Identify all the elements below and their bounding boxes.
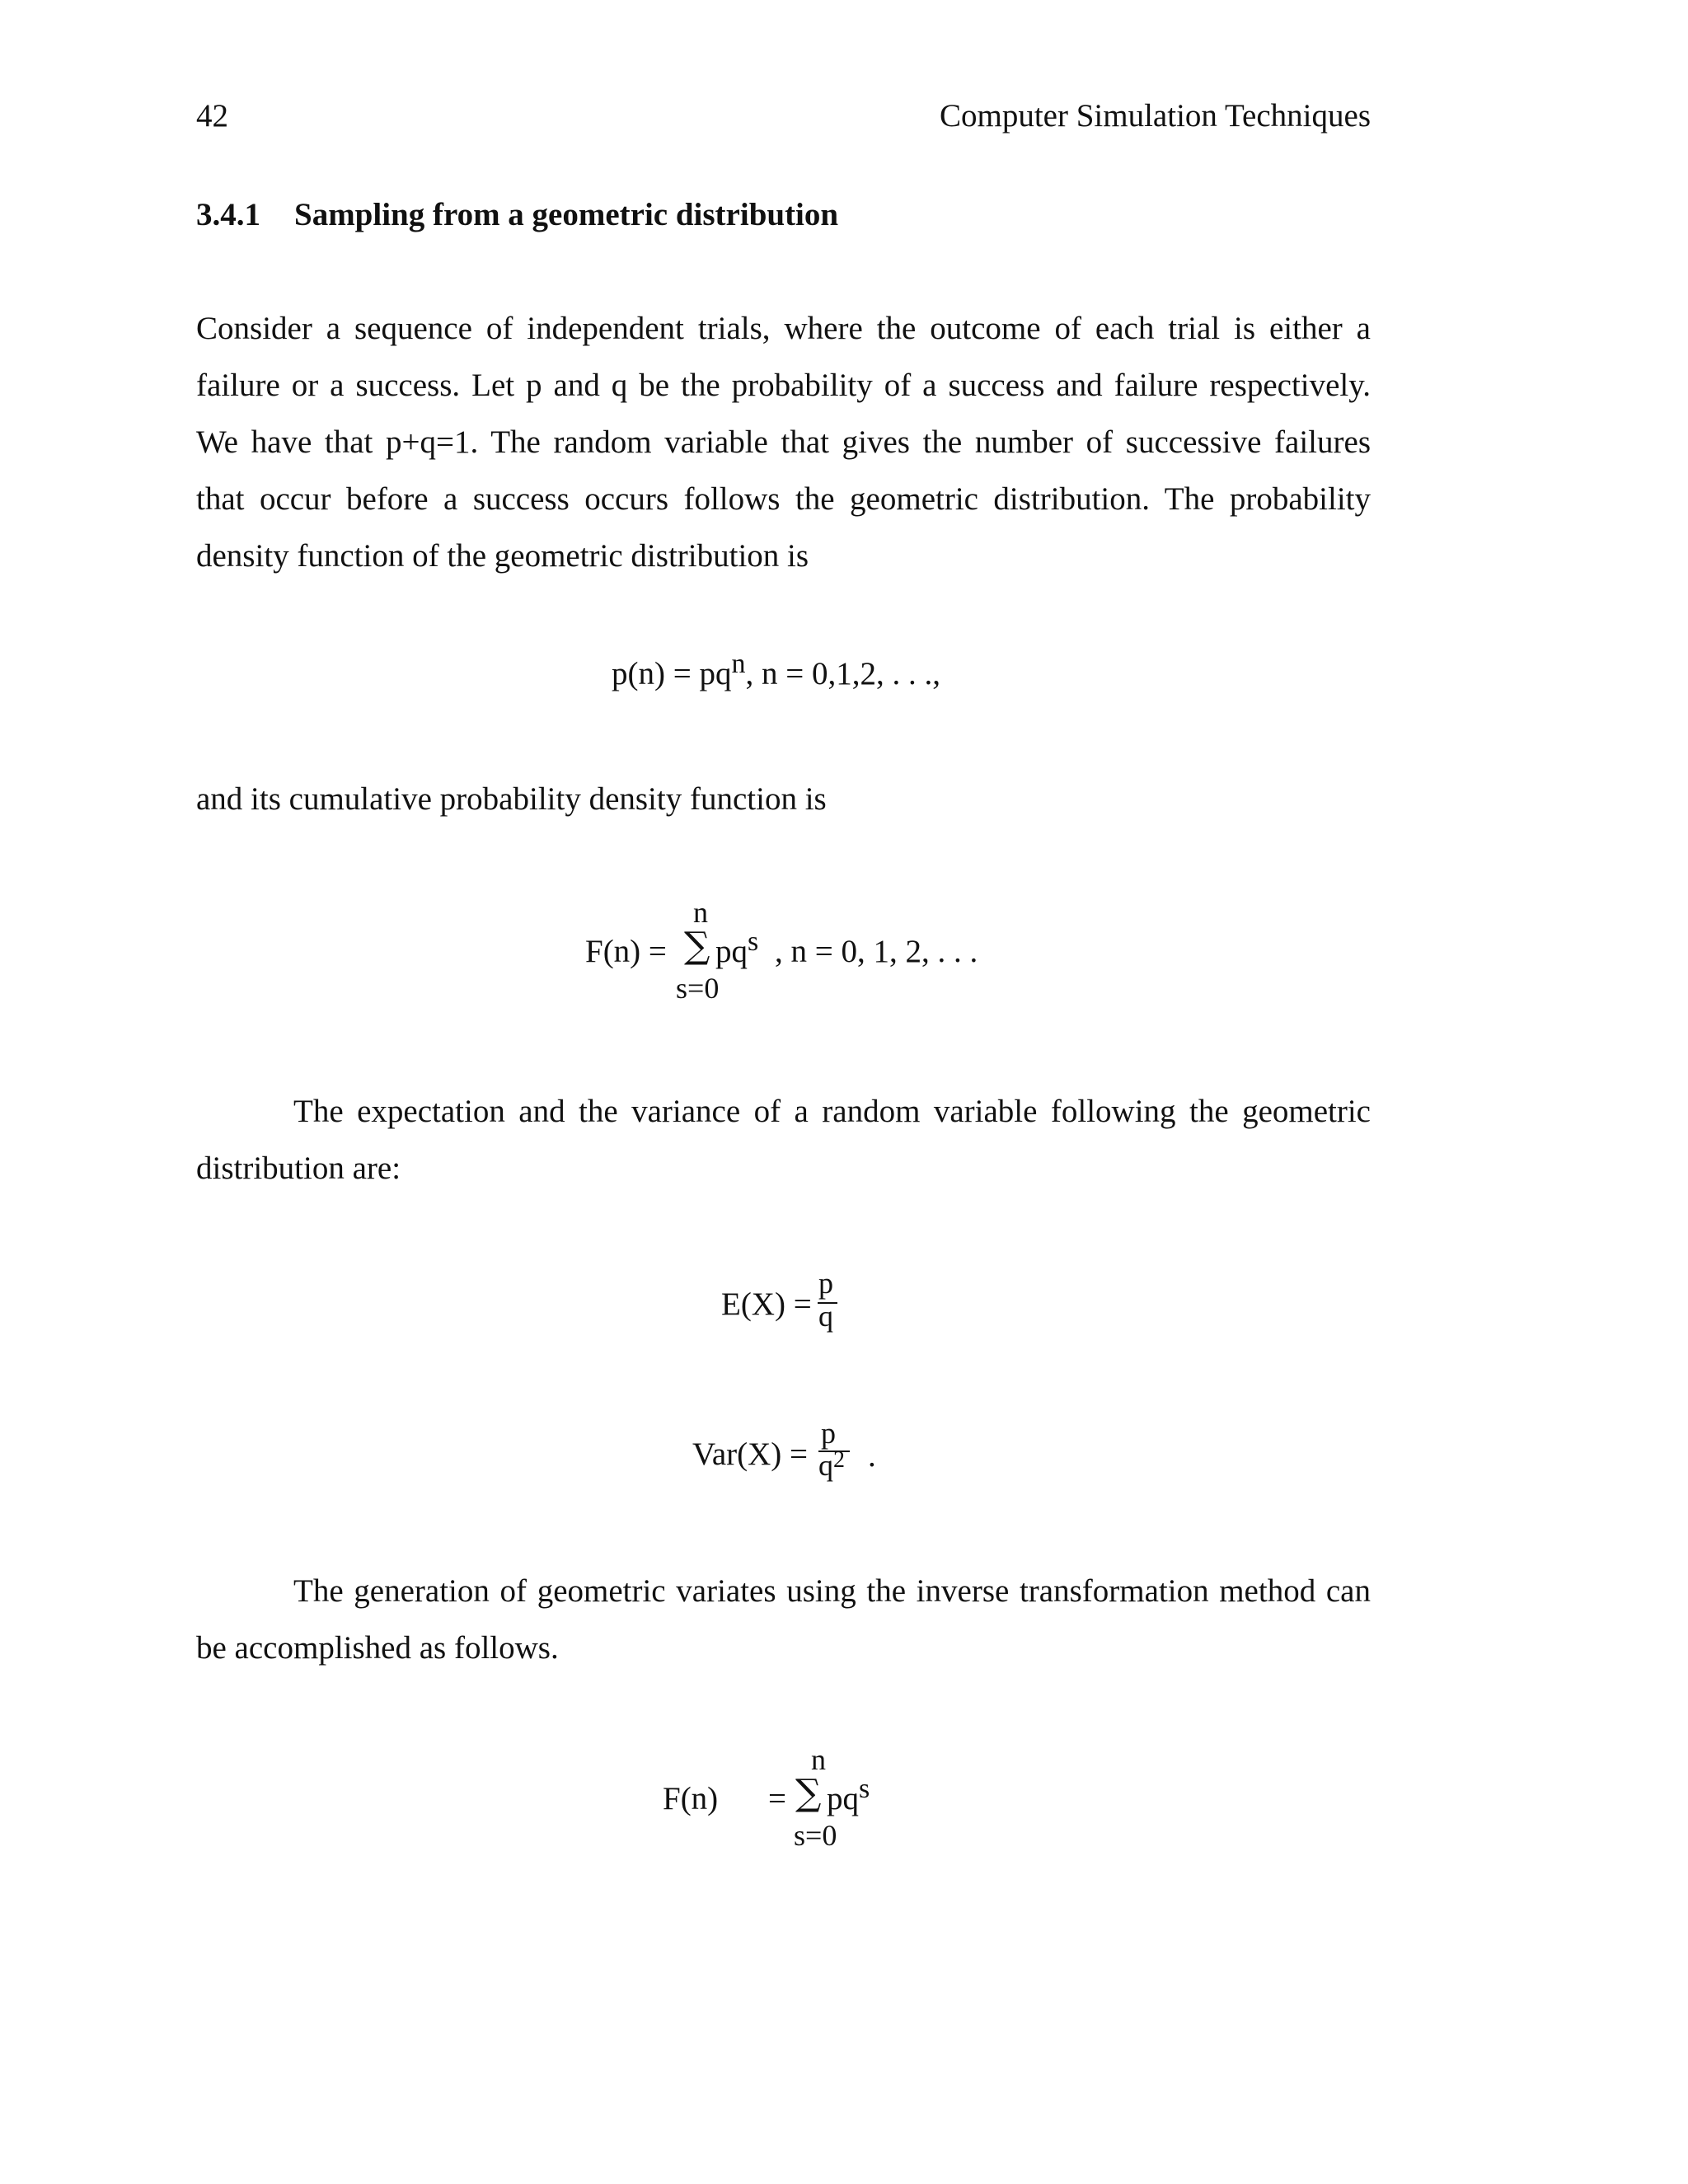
- equation-generation-term: pq: [827, 1781, 859, 1816]
- paragraph-moments: [196, 1083, 1371, 1197]
- fraction-denominator: [818, 1448, 845, 1483]
- equation-generation-lhs: F(n): [663, 1781, 719, 1816]
- text-line: distribution are:: [196, 1151, 401, 1186]
- section-heading: [196, 196, 838, 233]
- text-line: The generation of geometric variates using the inverse transformation method can: [293, 1573, 1371, 1609]
- equation-cdf-lhs: F(n) =: [585, 934, 667, 969]
- fraction-denominator-base: q: [818, 1449, 833, 1482]
- equation-cdf-body: [715, 926, 759, 970]
- text-line: be accomplished as follows.: [196, 1630, 559, 1666]
- equation-cdf-term: pq: [715, 934, 748, 969]
- section-number: 3.4.1: [196, 197, 260, 232]
- equation-cdf-exponent: s: [748, 926, 759, 957]
- section-title: Sampling from a geometric distribution: [294, 197, 839, 232]
- equation-generation-body: [827, 1774, 870, 1817]
- fraction-denominator-exponent: 2: [833, 1447, 845, 1473]
- equation-pmf-range: , n = 0,1,2, . . .,: [745, 656, 940, 691]
- text-line: density function of the geometric distribution is: [196, 538, 809, 574]
- summation-upper-limit: n: [693, 896, 708, 929]
- equation-expectation-lhs: E(X) =: [721, 1286, 812, 1322]
- equation-pmf: [612, 649, 940, 692]
- summation-symbol: ∑: [795, 1772, 822, 1814]
- summation-lower-limit: s=0: [676, 972, 720, 1005]
- fraction-numerator: p: [821, 1417, 836, 1450]
- text-line: We have that p+q=1. The random variable that gives the number of successive failures: [196, 424, 1371, 460]
- fraction-numerator: p: [818, 1267, 833, 1300]
- summation-upper-limit: n: [811, 1743, 826, 1776]
- paragraph-cdf-intro: [196, 771, 1371, 827]
- equation-variance-lhs: Var(X) =: [692, 1436, 809, 1472]
- equals-sign: =: [768, 1781, 786, 1816]
- paragraph-intro: [196, 300, 1371, 584]
- text-line: Consider a sequence of independent trials, where the outcome of each trial is either a: [196, 311, 1371, 346]
- summation-lower-limit: s=0: [794, 1819, 837, 1852]
- equation-pmf-lhs: p(n) = pq: [612, 656, 732, 691]
- equation-generation-exponent: s: [859, 1774, 870, 1804]
- text-line: failure or a success. Let p and q be the probability of a success and failure respectively.: [196, 368, 1371, 403]
- summation-symbol: ∑: [684, 925, 710, 967]
- paragraph-generation: [196, 1563, 1371, 1676]
- page-number: 42: [196, 98, 228, 134]
- text-line: that occur before a success occurs follows the geometric distribution. The probability: [196, 481, 1371, 517]
- equation-variance-period: .: [868, 1438, 876, 1474]
- equation-pmf-exponent: n: [731, 649, 746, 679]
- text-line: and its cumulative probability density function is: [196, 781, 827, 817]
- running-title: Computer Simulation Techniques: [940, 98, 1371, 134]
- fraction-denominator: q: [818, 1300, 833, 1333]
- equation-cdf-range: , n = 0, 1, 2, . . .: [775, 934, 978, 969]
- text-line: The expectation and the variance of a random variable following the geometric: [293, 1094, 1371, 1129]
